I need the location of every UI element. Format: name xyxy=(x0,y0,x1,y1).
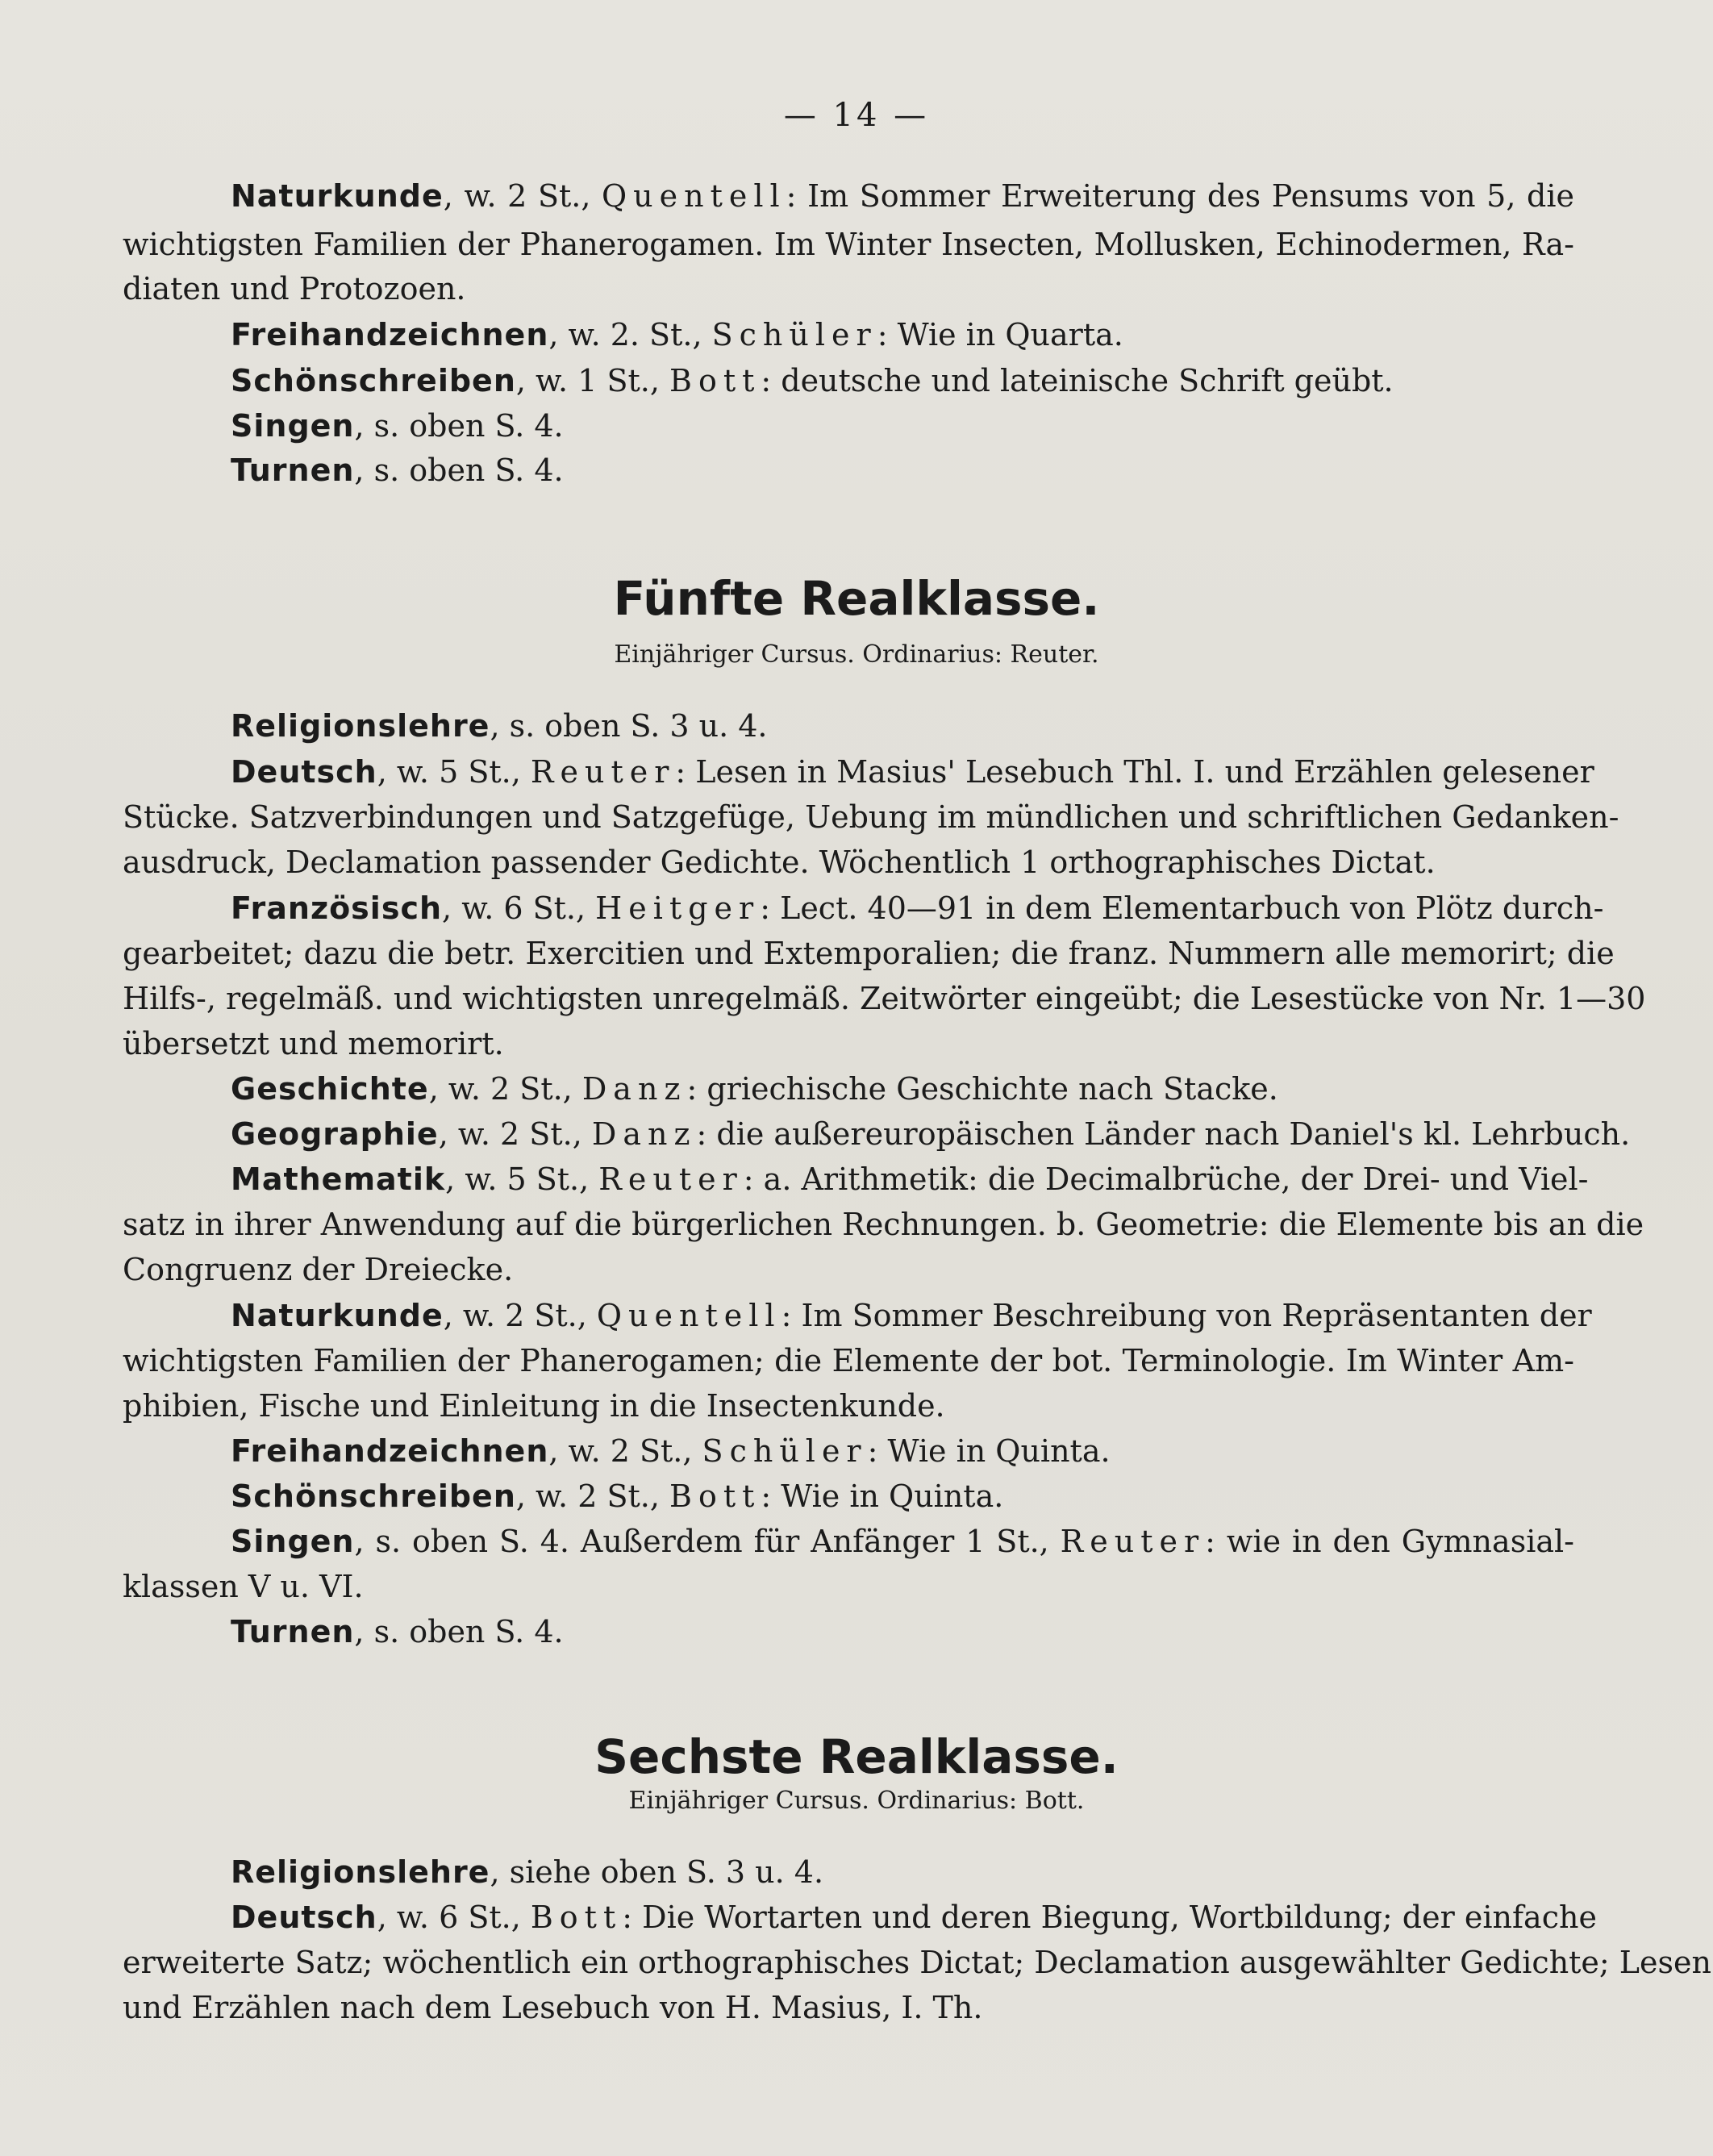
paragraph-turnen-1: Turnen, s. oben S. 4. xyxy=(231,452,564,488)
paragraph-freihandzeichnen-1: Freihandzeichnen, w. 2. St., Schüler: Wie in Quarta. xyxy=(231,317,1123,352)
text-line: und Erzählen nach dem Lesebuch von H. Masius, I. Th. xyxy=(123,1990,983,2025)
section-heading: Fünfte Realklasse. xyxy=(613,571,1100,626)
teacher-name: Danz xyxy=(581,1071,687,1107)
paragraph-freihandzeichnen-2: Freihandzeichnen, w. 2 St., Schüler: Wie in Quinta. xyxy=(231,1433,1111,1469)
section-heading: Sechste Realklasse. xyxy=(594,1729,1119,1784)
text-line: ausdruck, Declamation passender Gedichte. Wöchentlich 1 orthographisches Dictat. xyxy=(123,844,1436,880)
text-line: diaten und Protozoen. xyxy=(123,271,466,307)
teacher-name: Reuter xyxy=(530,754,676,790)
teacher-name: Bott xyxy=(669,363,761,398)
teacher-name: Quentell xyxy=(596,1298,781,1333)
text-line: erweiterte Satz; wöchentlich ein orthographisches Dictat; Declamation ausgewählter Gedichte; Lesen xyxy=(123,1945,1711,1980)
teacher-name: Reuter xyxy=(598,1161,744,1197)
paragraph-religionslehre-3: Religionslehre, siehe oben S. 3 u. 4. xyxy=(231,1854,824,1890)
section-subheading: Einjähriger Cursus. Ordinarius: Bott. xyxy=(628,1787,1085,1815)
paragraph-singen-1: Singen, s. oben S. 4. xyxy=(231,408,564,444)
subject-label: Naturkunde xyxy=(231,1298,444,1333)
subject-label: Geographie xyxy=(231,1116,439,1152)
paragraph-naturkunde-2: Naturkunde, w. 2 St., Quentell: Im Sommer Beschreibung von Repräsentanten der xyxy=(231,1298,1592,1333)
subject-label: Französisch xyxy=(231,890,443,926)
teacher-name: Bott xyxy=(669,1478,761,1514)
teacher-name: Reuter xyxy=(1060,1524,1206,1559)
subject-label: Geschichte xyxy=(231,1071,429,1107)
subject-label: Religionslehre xyxy=(231,1854,490,1890)
paragraph-turnen-2: Turnen, s. oben S. 4. xyxy=(231,1614,564,1649)
subject-label: Deutsch xyxy=(231,754,377,790)
teacher-name: Danz xyxy=(591,1116,697,1152)
subject-label: Deutsch xyxy=(231,1900,377,1935)
page-number: — 14 — xyxy=(783,97,930,134)
paragraph-franzoesisch-2: Französisch, w. 6 St., Heitger: Lect. 40—91 in dem Elementarbuch von Plötz durch- xyxy=(231,890,1604,926)
subject-label: Singen xyxy=(231,1524,355,1559)
subject-label: Schönschreiben xyxy=(231,363,516,398)
text-line: gearbeitet; dazu die betr. Exercitien und Extemporalien; die franz. Nummern alle memorirt; die xyxy=(123,936,1615,971)
paragraph-geographie-2: Geographie, w. 2 St., Danz: die außereuropäischen Länder nach Daniel's kl. Lehrbuch. xyxy=(231,1116,1631,1152)
text-line: wichtigsten Familien der Phanerogamen; die Elemente der bot. Terminologie. Im Winter Am- xyxy=(123,1343,1574,1378)
teacher-name: Schüler xyxy=(702,1433,868,1469)
text-line: satz in ihrer Anwendung auf die bürgerlichen Rechnungen. b. Geometrie: die Elemente bis an die xyxy=(123,1207,1644,1242)
text-line: phibien, Fische und Einleitung in die Insectenkunde. xyxy=(123,1388,945,1424)
text-line: wichtigsten Familien der Phanerogamen. Im Winter Insecten, Mollusken, Echinodermen, Ra- xyxy=(123,227,1574,262)
subject-label: Religionslehre xyxy=(231,708,490,744)
paragraph-religionslehre-2: Religionslehre, s. oben S. 3 u. 4. xyxy=(231,708,768,744)
subject-label: Turnen xyxy=(231,452,355,488)
paragraph-schoenschreiben-1: Schönschreiben, w. 1 St., Bott: deutsche und lateinische Schrift geübt. xyxy=(231,363,1394,398)
paragraph-schoenschreiben-2: Schönschreiben, w. 2 St., Bott: Wie in Quinta. xyxy=(231,1478,1004,1514)
text-line: Congruenz der Dreiecke. xyxy=(123,1252,514,1287)
subject-label: Freihandzeichnen xyxy=(231,1433,549,1469)
teacher-name: Heitger xyxy=(595,890,761,926)
teacher-name: Schüler xyxy=(711,317,877,352)
section-subheading: Einjähriger Cursus. Ordinarius: Reuter. xyxy=(614,640,1099,669)
teacher-name: Bott xyxy=(530,1900,623,1935)
paragraph-deutsch-2: Deutsch, w. 5 St., Reuter: Lesen in Masius' Lesebuch Thl. I. und Erzählen gelesener xyxy=(231,754,1594,790)
subject-label: Mathematik xyxy=(231,1161,446,1197)
subject-label: Turnen xyxy=(231,1614,355,1649)
paragraph-singen-2: Singen, s. oben S. 4. Außerdem für Anfänger 1 St., Reuter: wie in den Gymnasial- xyxy=(231,1524,1574,1559)
text-line: Stücke. Satzverbindungen und Satzgefüge, Uebung im mündlichen und schriftlichen Gedanken- xyxy=(123,799,1619,835)
subject-label: Naturkunde xyxy=(231,178,444,214)
paragraph-mathematik-2: Mathematik, w. 5 St., Reuter: a. Arithmetik: die Decimalbrüche, der Drei- und Viel- xyxy=(231,1161,1589,1197)
text-line: klassen V u. VI. xyxy=(123,1569,364,1604)
subject-label: Schönschreiben xyxy=(231,1478,516,1514)
text-line: übersetzt und memorirt. xyxy=(123,1026,504,1061)
subject-label: Freihandzeichnen xyxy=(231,317,549,352)
subject-label: Singen xyxy=(231,408,355,444)
text-line: Hilfs-, regelmäß. und wichtigsten unregelmäß. Zeitwörter eingeübt; die Lesestücke von Nr. 1—30 xyxy=(123,981,1646,1016)
paragraph-naturkunde-1: Naturkunde, w. 2 St., Quentell: Im Sommer Erweiterung des Pensums von 5, die xyxy=(231,178,1574,214)
paragraph-deutsch-3: Deutsch, w. 6 St., Bott: Die Wortarten und deren Biegung, Wortbildung; der einfache xyxy=(231,1900,1597,1935)
teacher-name: Quentell xyxy=(602,178,786,214)
paragraph-geschichte-2: Geschichte, w. 2 St., Danz: griechische Geschichte nach Stacke. xyxy=(231,1071,1278,1107)
